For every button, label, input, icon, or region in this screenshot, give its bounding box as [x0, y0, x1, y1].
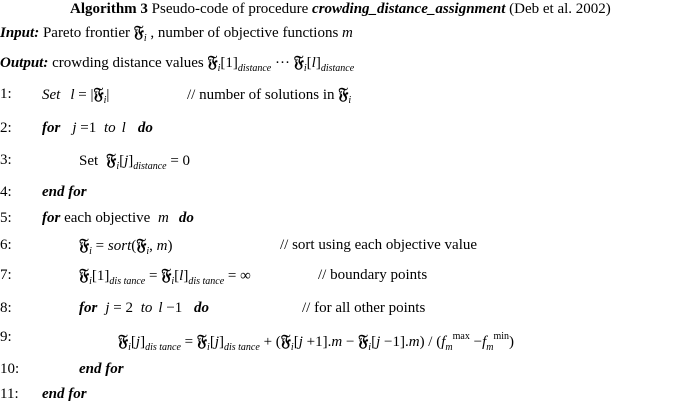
pareto-sub-l6b: i	[146, 246, 150, 257]
pareto-symbol-l1: 𝔉	[93, 84, 104, 103]
line-number-7: 7:	[0, 267, 12, 283]
pareto-symbol: 𝔉	[133, 22, 144, 41]
each-objective-text: each objective	[60, 210, 155, 226]
line-number-2: 2:	[0, 120, 12, 136]
input-line	[0, 23, 353, 42]
line-6: 𝔉$_i$ = sort(𝔉$_i$, m)	[79, 235, 173, 257]
max-superscript: max	[452, 331, 470, 342]
line-3: Set $𝔉_i[j]_{distance} = 0$	[79, 150, 191, 172]
output-text: crowding distance values	[48, 55, 208, 71]
do-keyword-5: do	[178, 210, 194, 226]
line-number-3: 3:	[0, 152, 12, 168]
algorithm-label: Algorithm 3	[70, 1, 148, 17]
algorithm-title	[70, 0, 611, 18]
input-var-m: m	[342, 25, 353, 41]
output-subscript-2: i	[303, 63, 307, 74]
line-11: end for	[42, 386, 87, 402]
pareto-symbol-c1: 𝔉	[338, 84, 349, 103]
input-text-2: , number of objective functions	[146, 25, 343, 41]
set-keyword-3: Set	[79, 153, 99, 169]
pareto-symbol-l7: 𝔉	[79, 265, 90, 284]
distance-sub-l9b: dis tance	[223, 342, 260, 353]
distance-sub-l3: distance	[133, 161, 167, 172]
pareto-symbol-l6b: 𝔉	[136, 235, 147, 254]
input-text: Pareto frontier	[39, 25, 134, 41]
set-keyword: Set	[42, 87, 61, 103]
output-symbol: 𝔉	[207, 52, 218, 71]
to-keyword: to	[103, 120, 116, 136]
pareto-sub-l9b: i	[207, 342, 210, 353]
pareto-sub-l7b: i	[171, 276, 175, 287]
line-1: Set l = |𝔉$_i$|	[42, 84, 110, 106]
pareto-sub-l6: i	[89, 246, 92, 257]
output-label: Output:	[0, 55, 49, 71]
pareto-symbol-l9c: 𝔉	[280, 331, 291, 350]
pareto-sub-l7: i	[89, 276, 92, 287]
pareto-sub-c1: i	[348, 95, 352, 106]
to-keyword-8: to	[140, 300, 153, 316]
line-number-8: 8:	[0, 300, 12, 316]
pareto-symbol-l9a: 𝔉	[118, 331, 129, 350]
pareto-sub-l9d: i	[368, 342, 372, 353]
pareto-sub-l3: i	[116, 161, 120, 172]
line-9: $𝔉_i[j]_{dis tance}$ = $𝔉_i[j]_{dis tance}$ + (𝔉$_i$[j +1].m − 𝔉$_i$[j $-1].m) / (f_m^{max} -f_m^{min})$	[118, 331, 515, 353]
comment-1	[187, 85, 351, 104]
line-2: for j =1 to l do	[42, 120, 153, 136]
line-number-6: 6:	[0, 237, 12, 253]
pareto-symbol-l3: 𝔉	[106, 150, 117, 169]
comment-8: // for all other points	[302, 300, 426, 316]
distance-sub-l7a: dis tance	[109, 276, 146, 287]
pareto-sub-l9a: i	[128, 342, 131, 353]
line-number-10: 10:	[0, 361, 20, 377]
line-7: $𝔉_i[1]_{dis tance}$ = $𝔉_i[l]_{dis tance}$ = ∞	[79, 265, 251, 287]
citation: (Deb et al. 2002)	[505, 1, 611, 17]
line-number-4: 4:	[0, 184, 12, 200]
output-subscript: i	[217, 63, 221, 74]
pareto-symbol-l9d: 𝔉	[358, 331, 369, 350]
line-10: end for	[79, 361, 124, 377]
output-bracket-r: ]	[315, 55, 321, 71]
pareto-symbol-l7b: 𝔉	[161, 265, 172, 284]
line-number-5: 5:	[0, 210, 12, 226]
output-line	[0, 53, 354, 72]
output-ellipsis: ···	[271, 55, 294, 71]
distance-sub-l7b: dis tance	[188, 276, 225, 287]
for-keyword-8: for	[79, 300, 98, 316]
line-8: for j = 2 to l −1 do	[79, 300, 210, 316]
for-keyword: for	[42, 120, 61, 136]
min-superscript: min	[493, 331, 510, 342]
title-text: Pseudo-code of procedure	[147, 1, 313, 17]
do-keyword: do	[137, 120, 153, 136]
comment-6: // sort using each objective value	[280, 237, 478, 253]
for-keyword-5: for	[42, 210, 61, 226]
line-5: for each objective m do	[42, 210, 194, 226]
output-bracket-l: [	[306, 55, 312, 71]
pareto-subscript: i	[143, 33, 147, 44]
distance-sub-l9a: dis tance	[145, 342, 181, 353]
infinity-symbol: ∞	[240, 268, 251, 284]
pareto-symbol-l9b: 𝔉	[196, 331, 208, 350]
output-l: l	[311, 55, 316, 71]
input-label: Input:	[0, 25, 40, 41]
comment-1-text: // number of solutions in	[187, 87, 339, 103]
line-number-1: 1:	[0, 86, 12, 102]
sort-function: sort	[107, 238, 132, 254]
output-symbol-2: 𝔉	[293, 52, 304, 71]
comment-7: // boundary points	[318, 267, 428, 283]
line-number-9: 9:	[0, 329, 12, 345]
pareto-sub-l9c: i	[290, 342, 294, 353]
output-index-1: [1]	[220, 55, 238, 71]
do-keyword-8: do	[194, 300, 210, 316]
pareto-symbol-l6: 𝔉	[79, 235, 90, 254]
line-4: end for	[42, 184, 87, 200]
line-number-11: 11:	[0, 386, 19, 402]
output-distance-sub-1: distance	[237, 63, 272, 74]
procedure-name: crowding_distance_assignment	[312, 1, 506, 17]
pareto-sub-l1: i	[103, 95, 107, 106]
output-distance-sub-2: distance	[320, 63, 355, 74]
